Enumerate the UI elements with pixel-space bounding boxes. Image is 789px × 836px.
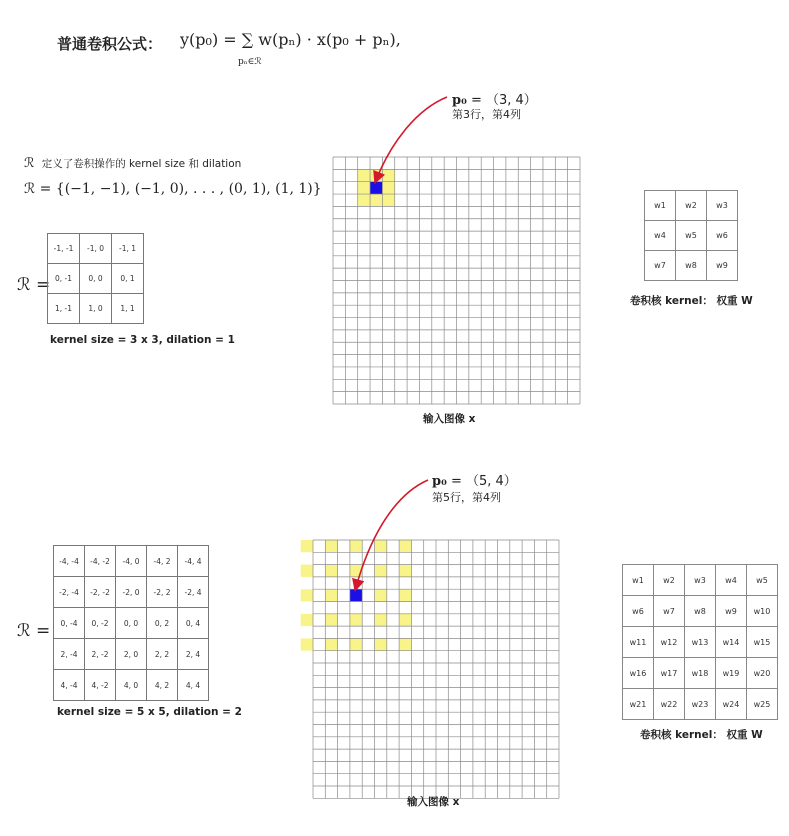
offset-cell: 4, -4 xyxy=(54,670,85,701)
offset-cell: -2, 4 xyxy=(178,577,209,608)
table-row xyxy=(645,251,738,281)
sampling-cell xyxy=(350,614,362,626)
offset-cell: -2, 2 xyxy=(147,577,178,608)
sampling-cell xyxy=(382,169,394,181)
r-symbol: ℛ xyxy=(24,156,35,171)
kernel-weight-cell: w7 xyxy=(654,596,685,627)
kernel-weight-cell: w19 xyxy=(716,658,747,689)
sampling-cell xyxy=(301,638,313,650)
offset-cell: -2, 0 xyxy=(116,577,147,608)
table-row xyxy=(54,670,209,701)
formula-subscript: pₙ∈ℛ xyxy=(238,57,262,67)
offset-cell: 2, -2 xyxy=(85,639,116,670)
kernel-weight-cell: w13 xyxy=(685,627,716,658)
table-row xyxy=(54,546,209,577)
sampling-cell xyxy=(375,565,387,577)
r-description-text: 定义了卷积操作的 kernel size 和 dilation xyxy=(41,158,242,170)
r-set-formula: ℛ = {(−1, −1), (−1, 0), . . . , (0, 1), (1, 1)} xyxy=(24,181,322,197)
top-grid-caption: 输入图像 x xyxy=(423,413,476,425)
sampling-cell xyxy=(325,540,337,552)
top-anchor-desc: 第3行，第4列 xyxy=(452,108,521,121)
kernel-weight-cell: w4 xyxy=(645,221,676,251)
offset-cell: 1, 1 xyxy=(112,294,144,324)
sampling-cell xyxy=(382,182,394,194)
sampling-cell xyxy=(382,194,394,206)
bottom-r-label: ℛ = xyxy=(17,621,51,641)
bottom-anchor-value: = （5, 4） xyxy=(450,474,517,489)
sampling-cell xyxy=(358,169,370,181)
offset-cell: 0, 1 xyxy=(112,264,144,294)
table-row xyxy=(54,639,209,670)
sampling-cell xyxy=(370,194,382,206)
kernel-weight-cell: w17 xyxy=(654,658,685,689)
sampling-cell xyxy=(325,565,337,577)
sampling-cell xyxy=(301,589,313,601)
kernel-weight-cell: w8 xyxy=(676,251,707,281)
offset-cell: 0, -2 xyxy=(85,608,116,639)
kernel-weight-cell: w15 xyxy=(747,627,778,658)
kernel-weight-cell: w2 xyxy=(676,191,707,221)
top-pointer-arrow xyxy=(376,97,447,180)
sampling-cell xyxy=(301,614,313,626)
top-kernel-table xyxy=(644,190,738,281)
table-row xyxy=(623,689,778,720)
sampling-cell xyxy=(301,565,313,577)
top-offsets-caption: kernel size = 3 x 3, dilation = 1 xyxy=(50,334,235,346)
kernel-weight-cell: w6 xyxy=(623,596,654,627)
offset-cell: -4, -2 xyxy=(85,546,116,577)
offset-cell: -2, -2 xyxy=(85,577,116,608)
table-row xyxy=(54,608,209,639)
sampling-cell xyxy=(375,589,387,601)
kernel-weight-cell: w23 xyxy=(685,689,716,720)
kernel-weight-cell: w1 xyxy=(645,191,676,221)
offset-cell: 0, -4 xyxy=(54,608,85,639)
offset-cell: 0, 0 xyxy=(116,608,147,639)
kernel-weight-cell: w14 xyxy=(716,627,747,658)
kernel-weight-cell: w16 xyxy=(623,658,654,689)
kernel-weight-cell: w5 xyxy=(747,565,778,596)
offset-cell: 4, 4 xyxy=(178,670,209,701)
sampling-cell xyxy=(358,194,370,206)
kernel-weight-cell: w5 xyxy=(676,221,707,251)
formula-label: 普通卷积公式： xyxy=(57,35,163,53)
kernel-weight-cell: w3 xyxy=(685,565,716,596)
kernel-weight-cell: w24 xyxy=(716,689,747,720)
sampling-cell xyxy=(399,638,411,650)
table-row xyxy=(623,596,778,627)
sampling-cell xyxy=(325,614,337,626)
bottom-kernel-table xyxy=(622,564,778,720)
top-kernel-caption: 卷积核 kernel： 权重 W xyxy=(630,295,753,307)
offset-cell: -1, 1 xyxy=(112,234,144,264)
offset-cell: -4, -4 xyxy=(54,546,85,577)
sampling-cell xyxy=(399,614,411,626)
offset-cell: 0, 4 xyxy=(178,608,209,639)
kernel-weight-cell: w2 xyxy=(654,565,685,596)
sampling-cell xyxy=(325,589,337,601)
table-row xyxy=(623,565,778,596)
offset-cell: -4, 2 xyxy=(147,546,178,577)
table-row xyxy=(623,627,778,658)
offset-cell: 1, 0 xyxy=(80,294,112,324)
kernel-weight-cell: w12 xyxy=(654,627,685,658)
kernel-weight-cell: w20 xyxy=(747,658,778,689)
offset-cell: 4, 0 xyxy=(116,670,147,701)
offset-cell: 4, 2 xyxy=(147,670,178,701)
offset-cell: -1, -1 xyxy=(48,234,80,264)
sampling-cell xyxy=(350,540,362,552)
bottom-offsets-caption: kernel size = 5 x 5, dilation = 2 xyxy=(57,706,242,718)
bottom-kernel-caption: 卷积核 kernel： 权重 W xyxy=(640,729,763,741)
convolution-formula: y(p₀) = ∑ w(pₙ) · x(p₀ + pₙ), xyxy=(180,30,401,49)
top-anchor-value: = （3, 4） xyxy=(470,93,537,108)
sampling-cell xyxy=(375,540,387,552)
top-r-label: ℛ = xyxy=(17,275,51,295)
table-row xyxy=(623,658,778,689)
offset-cell: 1, -1 xyxy=(48,294,80,324)
table-row xyxy=(54,577,209,608)
kernel-weight-cell: w21 xyxy=(623,689,654,720)
kernel-weight-cell: w1 xyxy=(623,565,654,596)
center-pixel-cell xyxy=(350,589,362,601)
kernel-weight-cell: w9 xyxy=(707,251,738,281)
offset-cell: -4, 4 xyxy=(178,546,209,577)
offset-cell: 0, -1 xyxy=(48,264,80,294)
offset-cell: 0, 0 xyxy=(80,264,112,294)
kernel-weight-cell: w22 xyxy=(654,689,685,720)
bottom-anchor-label xyxy=(432,470,517,489)
kernel-weight-cell: w7 xyxy=(645,251,676,281)
kernel-weight-cell: w4 xyxy=(716,565,747,596)
offset-cell: -2, -4 xyxy=(54,577,85,608)
bottom-anchor-symbol: p₀ xyxy=(432,474,447,489)
table-row xyxy=(645,191,738,221)
sampling-cell xyxy=(358,182,370,194)
sampling-cell xyxy=(399,589,411,601)
offset-cell: 2, 0 xyxy=(116,639,147,670)
center-pixel-cell xyxy=(370,182,382,194)
sampling-cell xyxy=(301,540,313,552)
bottom-pointer-arrow xyxy=(356,480,428,587)
kernel-weight-cell: w9 xyxy=(716,596,747,627)
sampling-cell xyxy=(399,540,411,552)
kernel-weight-cell: w11 xyxy=(623,627,654,658)
offset-cell: -4, 0 xyxy=(116,546,147,577)
offset-cell: 2, 2 xyxy=(147,639,178,670)
top-anchor-symbol: p₀ xyxy=(452,93,467,108)
bottom-anchor-desc: 第5行，第4列 xyxy=(432,491,501,504)
kernel-weight-cell: w6 xyxy=(707,221,738,251)
sampling-cell xyxy=(350,638,362,650)
offset-cell: 4, -2 xyxy=(85,670,116,701)
bottom-offset-table xyxy=(53,545,209,701)
sampling-cell xyxy=(375,638,387,650)
kernel-weight-cell: w25 xyxy=(747,689,778,720)
kernel-weight-cell: w8 xyxy=(685,596,716,627)
offset-cell: 2, -4 xyxy=(54,639,85,670)
offset-cell: -1, 0 xyxy=(80,234,112,264)
table-row xyxy=(645,221,738,251)
bottom-grid-caption: 输入图像 x xyxy=(407,796,460,808)
kernel-weight-cell: w3 xyxy=(707,191,738,221)
sampling-cell xyxy=(375,614,387,626)
kernel-weight-cell: w18 xyxy=(685,658,716,689)
kernel-weight-cell: w10 xyxy=(747,596,778,627)
offset-cell: 0, 2 xyxy=(147,608,178,639)
sampling-cell xyxy=(325,638,337,650)
offset-cell: 2, 4 xyxy=(178,639,209,670)
sampling-cell xyxy=(399,565,411,577)
